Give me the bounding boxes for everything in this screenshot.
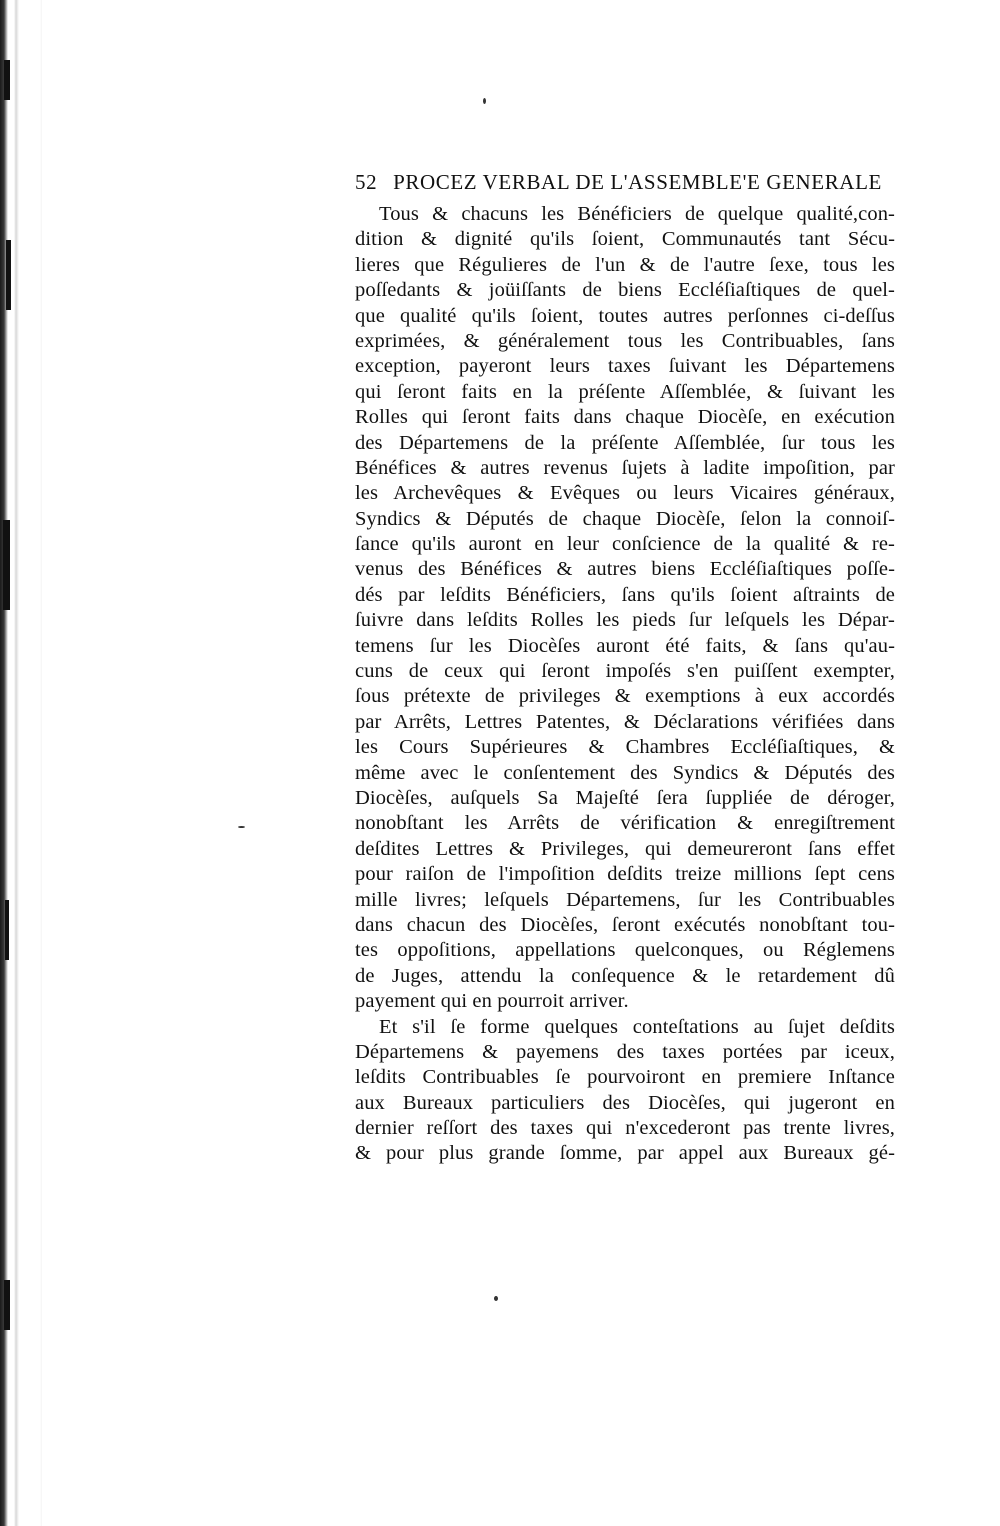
ink-speck: [483, 98, 486, 104]
text-line: exprimées, & généralement tous les Contribuables, ſans: [355, 329, 895, 352]
page-header: [355, 170, 895, 200]
text-line: temens ſur les Diocèſes auront été faits, & ſans qu'au-: [355, 634, 895, 657]
text-line: dés par leſdits Bénéficiers, ſans qu'ils ſoient aſtraints de: [355, 583, 895, 606]
text-line: ſous prétexte de privileges & exemptions à eux accordés: [355, 685, 895, 708]
gutter-mark: [6, 240, 11, 310]
running-title: PROCEZ VERBAL DE L'ASSEMBLE'E GENERALE: [393, 170, 882, 194]
text-line: que qualité qu'ils ſoient, toutes autres perſonnes ci-deſſus: [355, 304, 895, 327]
text-line: Départemens & payemens des taxes portées par iceux,: [355, 1040, 895, 1063]
gutter-mark: [4, 60, 10, 100]
ink-speck: [494, 1296, 498, 1301]
text-line: exception, payeront leurs taxes ſuivant les Départemens: [355, 355, 895, 378]
text-line: & pour plus grande ſomme, par appel aux Bureaux gé-: [355, 1142, 895, 1165]
gutter-mark: [4, 1280, 10, 1330]
text-line: Tous & chacuns les Bénéficiers de quelque qualité,con-: [379, 203, 895, 225]
text-line: dernier reſſort des taxes qui n'excederont pas trente livres,: [355, 1117, 895, 1140]
ink-speck: [238, 826, 245, 828]
body-text: [355, 202, 895, 1167]
text-line: qui ſeront faits en la préſente Aſſemblée, & ſuivant les: [355, 380, 895, 403]
text-line: aux Bureaux particuliers des Diocèſes, qui jugeront en: [355, 1091, 895, 1114]
text-line: dans chacun des Diocèſes, ſeront exécutés nonobſtant tou-: [355, 913, 895, 936]
text-line: Et s'il ſe forme quelques conteſtations au ſujet deſdits: [379, 1015, 895, 1038]
text-line: ſuivre dans leſdits Rolles les pieds ſur leſquels les Dépar-: [355, 609, 895, 632]
text-line: poſſedants & joüiſſants de biens Eccléſiaſtiques de quel-: [355, 279, 895, 302]
text-line: de Juges, attendu la conſequence & le retardement dû: [355, 964, 895, 987]
text-line: par Arrêts, Lettres Patentes, & Déclarations vérifiées dans: [355, 710, 895, 733]
text-line: lieres que Régulieres de l'un & de l'autre ſexe, tous les: [355, 253, 895, 276]
text-line: les Cours Supérieures & Chambres Eccléſiaſtiques, &: [355, 736, 895, 759]
text-line: nonobſtant les Arrêts de vérification & enregiſtrement: [355, 812, 895, 835]
text-line: deſdites Lettres & Privileges, qui demeureront ſans effet: [355, 837, 895, 860]
text-line: Diocèſes, auſquels Sa Majeſté ſera ſuppliée de déroger,: [355, 786, 895, 809]
text-line: ſance qu'ils auront en leur conſcience de la qualité & re-: [355, 533, 895, 556]
text-line: dition & dignité qu'ils ſoient, Communautés tant Sécu-: [355, 228, 895, 251]
gutter-mark: [3, 520, 10, 610]
text-line: Rolles qui ſeront faits dans chaque Diocèſe, en exécution: [355, 406, 895, 429]
paragraph: [355, 202, 895, 1015]
text-line: mille livres; leſquels Départemens, ſur les Contribuables: [355, 888, 895, 911]
paragraph: [355, 1015, 895, 1167]
text-line: cuns de ceux qui ſeront impoſés s'en puiſſent exempter,: [355, 660, 895, 683]
text-line: leſdits Contribuables ſe pourvoiront en premiere Inſtance: [355, 1066, 895, 1089]
text-line: payement qui en pourroit arriver.: [355, 990, 629, 1013]
text-line: pour raiſon de l'impoſition deſdits treize millions ſept cens: [355, 863, 895, 886]
text-line: venus des Bénéfices & autres biens Eccléſiaſtiques poſſe-: [355, 558, 895, 581]
text-line: tes oppoſitions, appellations quelconques, ou Réglemens: [355, 939, 895, 962]
text-line: des Départemens de la préſente Aſſemblée, ſur tous les: [355, 431, 895, 454]
text-line: les Archevêques & Evêques ou leurs Vicaires généraux,: [355, 482, 895, 505]
gutter-mark: [5, 900, 9, 960]
text-line: Syndics & Députés de chaque Diocèſe, ſelon la connoiſ-: [355, 507, 895, 530]
text-line: Bénéfices & autres revenus ſujets à ladite impoſition, par: [355, 456, 895, 479]
page-number: 52: [355, 170, 378, 194]
text-line: même avec le conſentement des Syndics & Députés des: [355, 761, 895, 784]
